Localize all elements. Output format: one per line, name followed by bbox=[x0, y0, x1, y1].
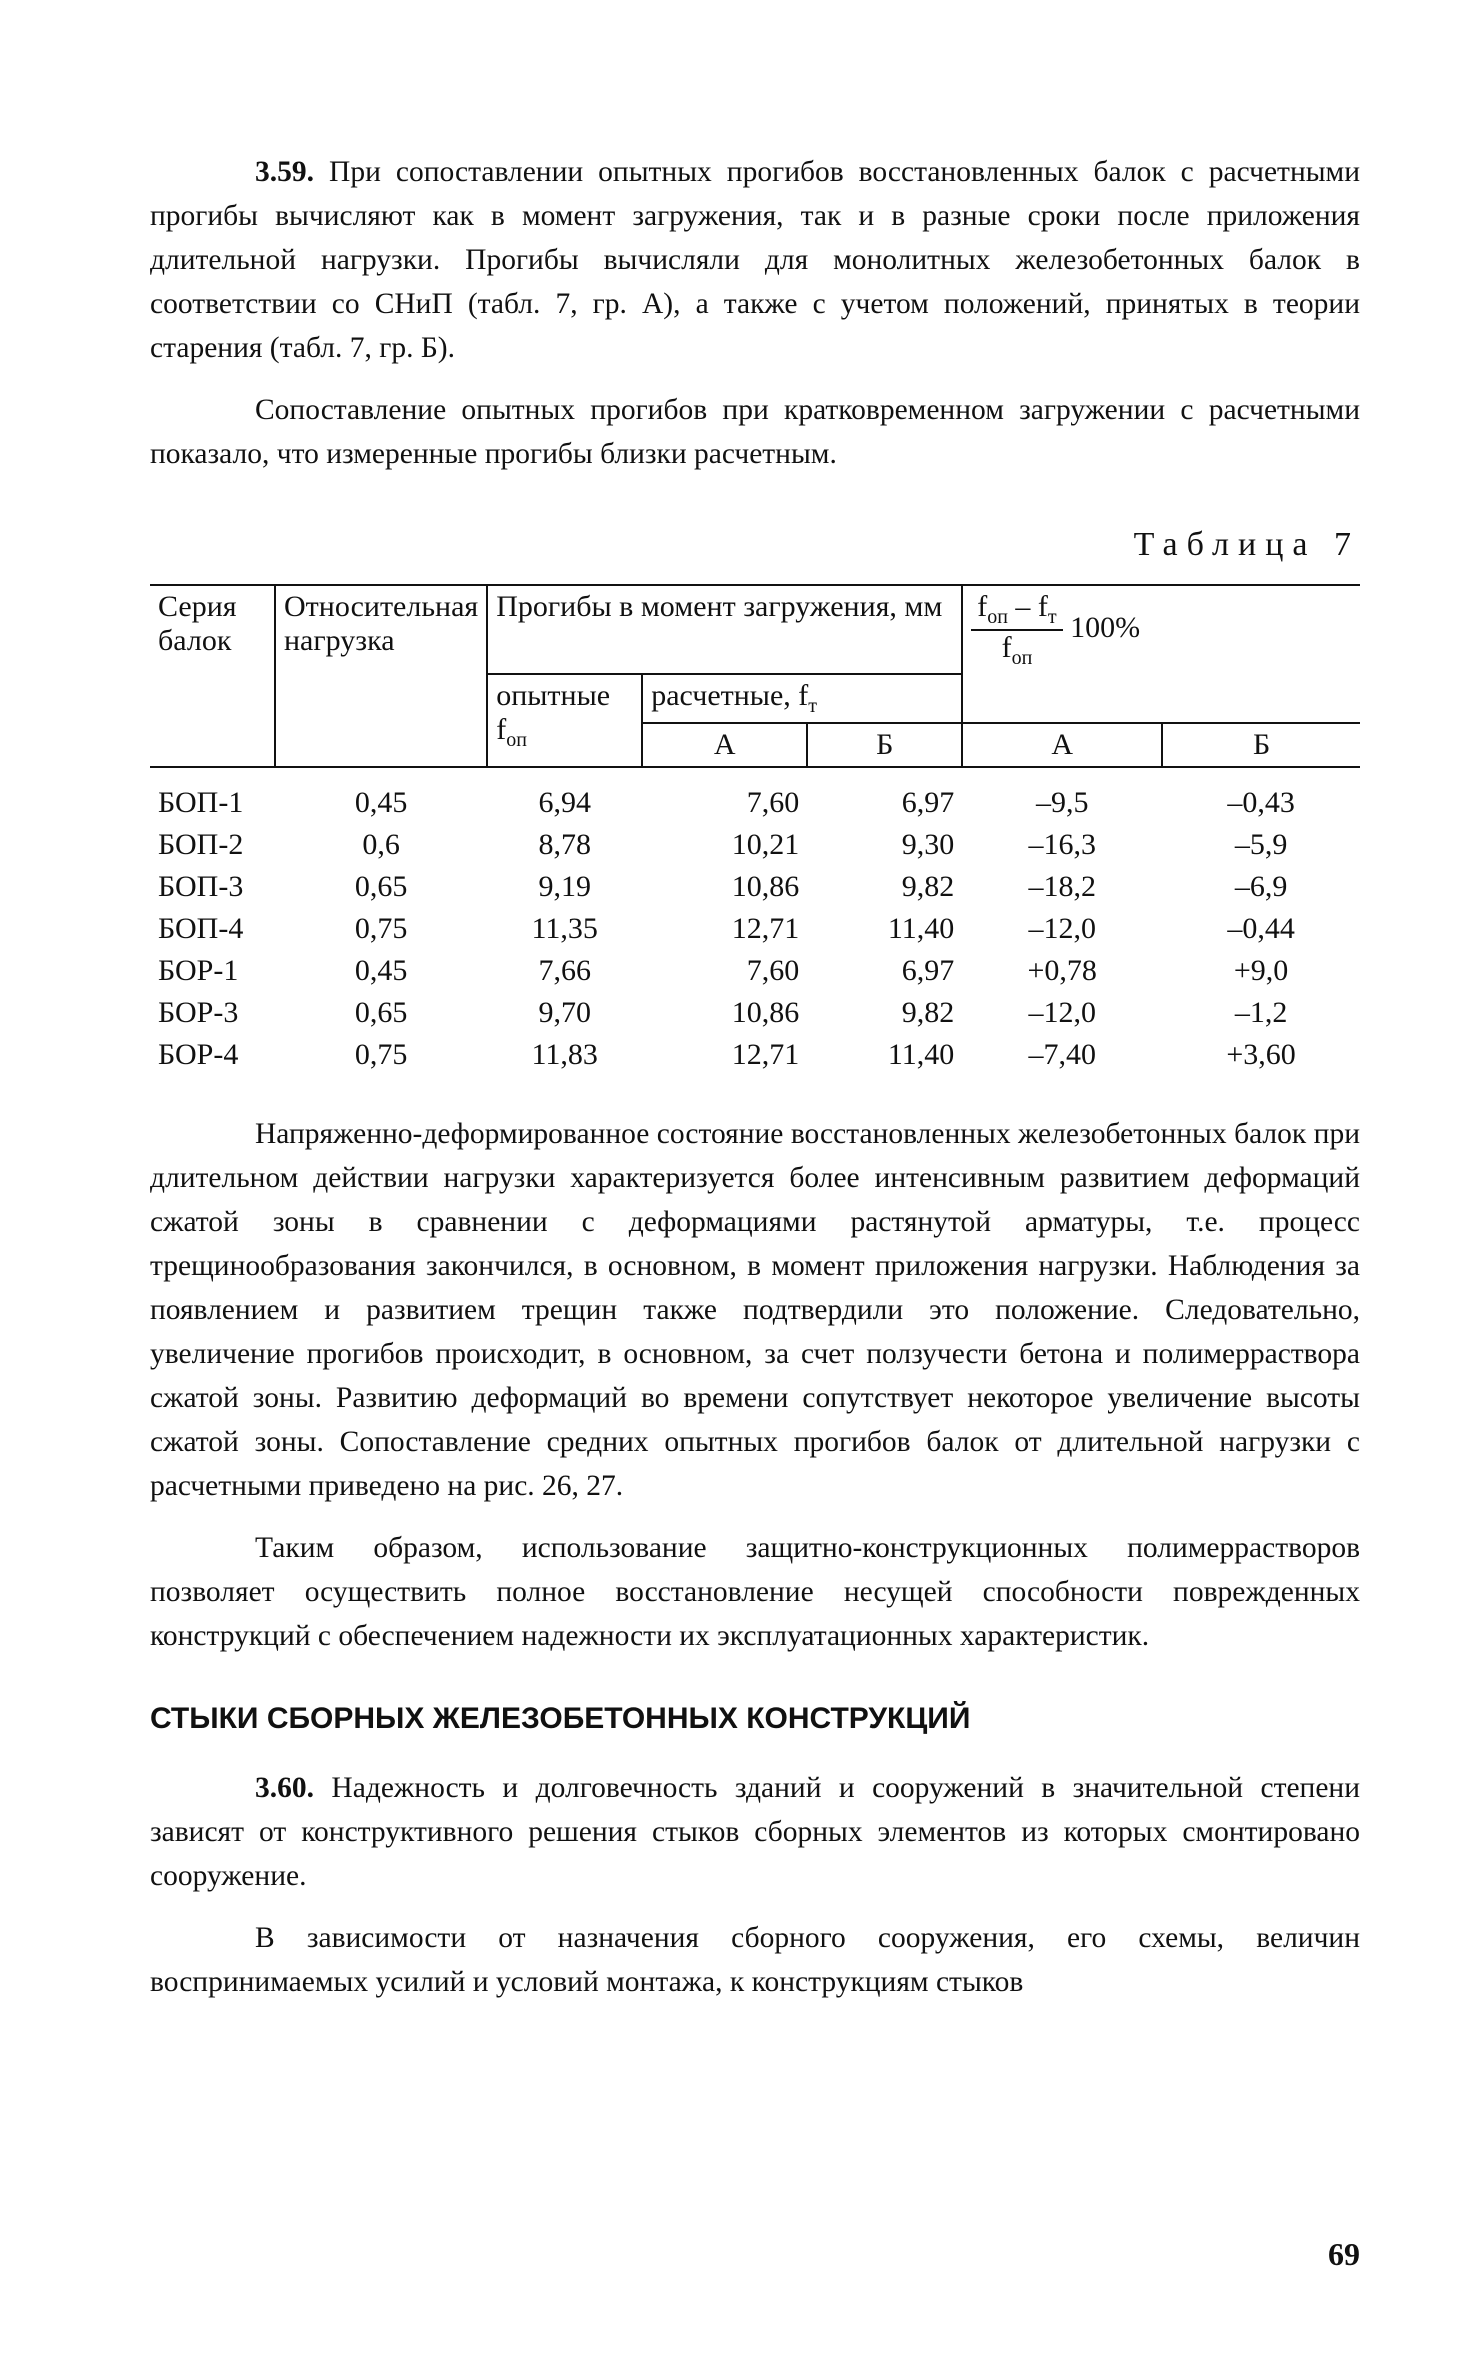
deflection-table bbox=[150, 584, 1360, 1076]
section-heading: СТЫКИ СБОРНЫХ ЖЕЛЕЗОБЕТОННЫХ КОНСТРУКЦИЙ bbox=[150, 1702, 971, 1735]
paragraph-text: При сопоставлении опытных прогибов восстановленных балок с расчетными прогибы вычисляют как в момент загружения, так и в разные сроки после приложения длительной нагрузки. Прогибы вычисляли для монолитных железобетонных балок в соответствии со СНиП (табл. 7, гр. А), а также с учетом положений, принятых в теории старения (табл. 7, гр. Б). bbox=[150, 156, 1361, 364]
paragraph-comparison: Сопоставление опытных прогибов при кратковременном загружении с расчетными показало, что измеренные прогибы близки расчетным. bbox=[150, 394, 1360, 470]
paragraph-text: Надежность и долговечность зданий и сооружений в значительной степени зависят от конструктивного решения стыков сборных элементов из которых смонтировано сооружение. bbox=[150, 1772, 1361, 1892]
header-calc-b: Б bbox=[807, 723, 962, 767]
paragraph-3-59 bbox=[150, 150, 1360, 370]
header-calc-a: А bbox=[642, 723, 807, 767]
table-row: БОП-3 0,65 9,19 10,86 9,82 –18,2 –6,9 bbox=[158, 870, 1288, 903]
header-deflections: Прогибы в момент загружения, мм bbox=[487, 585, 962, 674]
header-ratio bbox=[962, 585, 1360, 674]
table-row: БОП-2 0,6 8,78 10,21 9,30 –16,3 –5,9 bbox=[158, 828, 1288, 861]
page-body bbox=[150, 150, 1360, 2004]
table-row: БОР-4 0,75 11,83 12,71 11,40 –7,40 +3,60 bbox=[158, 1038, 1296, 1071]
ratio-suffix: 100% bbox=[1070, 610, 1141, 644]
header-ratio-a: А bbox=[962, 723, 1162, 767]
header-calculated: расчетные, $f_т$ bbox=[642, 674, 962, 723]
paragraph-number: 3.60. bbox=[255, 1772, 314, 1804]
ratio-fraction: $\frac{f_{оп} - f_т}{f_{оп}}$ bbox=[971, 590, 1062, 670]
paragraph-number: 3.59. bbox=[255, 156, 314, 188]
table-row: БОР-1 0,45 7,66 7,60 6,97 +0,78 +9,0 bbox=[158, 954, 1289, 987]
header-ratio-b: Б bbox=[1162, 723, 1360, 767]
paragraph-conclusion: Таким образом, использование защитно-конструкционных полимеррастворов позволяет осуществить полное восстановление несущей способности поврежденных конструкций с обеспечением надежности их эксплуатационных характеристик. bbox=[150, 1532, 1360, 1652]
table-row: БОП-4 0,75 11,35 12,71 11,40 –12,0 –0,44 bbox=[158, 912, 1295, 945]
paragraph-stress-state: Напряженно-деформированное состояние восстановленных железобетонных балок при длительном действии нагрузки характеризуется более интенсивным развитием деформаций сжатой зоны в сравнении с деформациями растянутой арматуры, т.е. процесс трещинообразования закончился, в основном, в момент приложения нагрузки. Наблюдения за появлением и развитием трещин также подтвердили это положение. Следовательно, увеличение прогибов происходит, в основном, за счет ползучести бетона и полимерраствора сжатой зоны. Развитию деформаций во времени сопутствует некоторое увеличение высоты сжатой зоны. Сопоставление средних опытных прогибов балок от длительной нагрузки с расчетными приведено на рис. 26, 27. bbox=[150, 1118, 1360, 1502]
table-row: БОП-1 0,45 6,94 7,60 6,97 –9,5 –0,43 bbox=[158, 786, 1295, 819]
header-series: Серия балок bbox=[150, 585, 275, 767]
page-number: 69 bbox=[1328, 2236, 1360, 2272]
paragraph-joints: В зависимости от назначения сборного сооружения, его схемы, величин воспринимаемых усилий и условий монтажа, к конструкциям стыков bbox=[150, 1922, 1360, 1998]
table-row: БОР-3 0,65 9,70 10,86 9,82 –12,0 –1,2 bbox=[158, 996, 1288, 1029]
table-title: Таблица 7 bbox=[1133, 526, 1360, 563]
header-load: Относительная нагрузка bbox=[275, 585, 487, 767]
paragraph-3-60 bbox=[150, 1766, 1360, 1898]
header-experimental: опытные $f_{оп}$ bbox=[487, 674, 642, 767]
